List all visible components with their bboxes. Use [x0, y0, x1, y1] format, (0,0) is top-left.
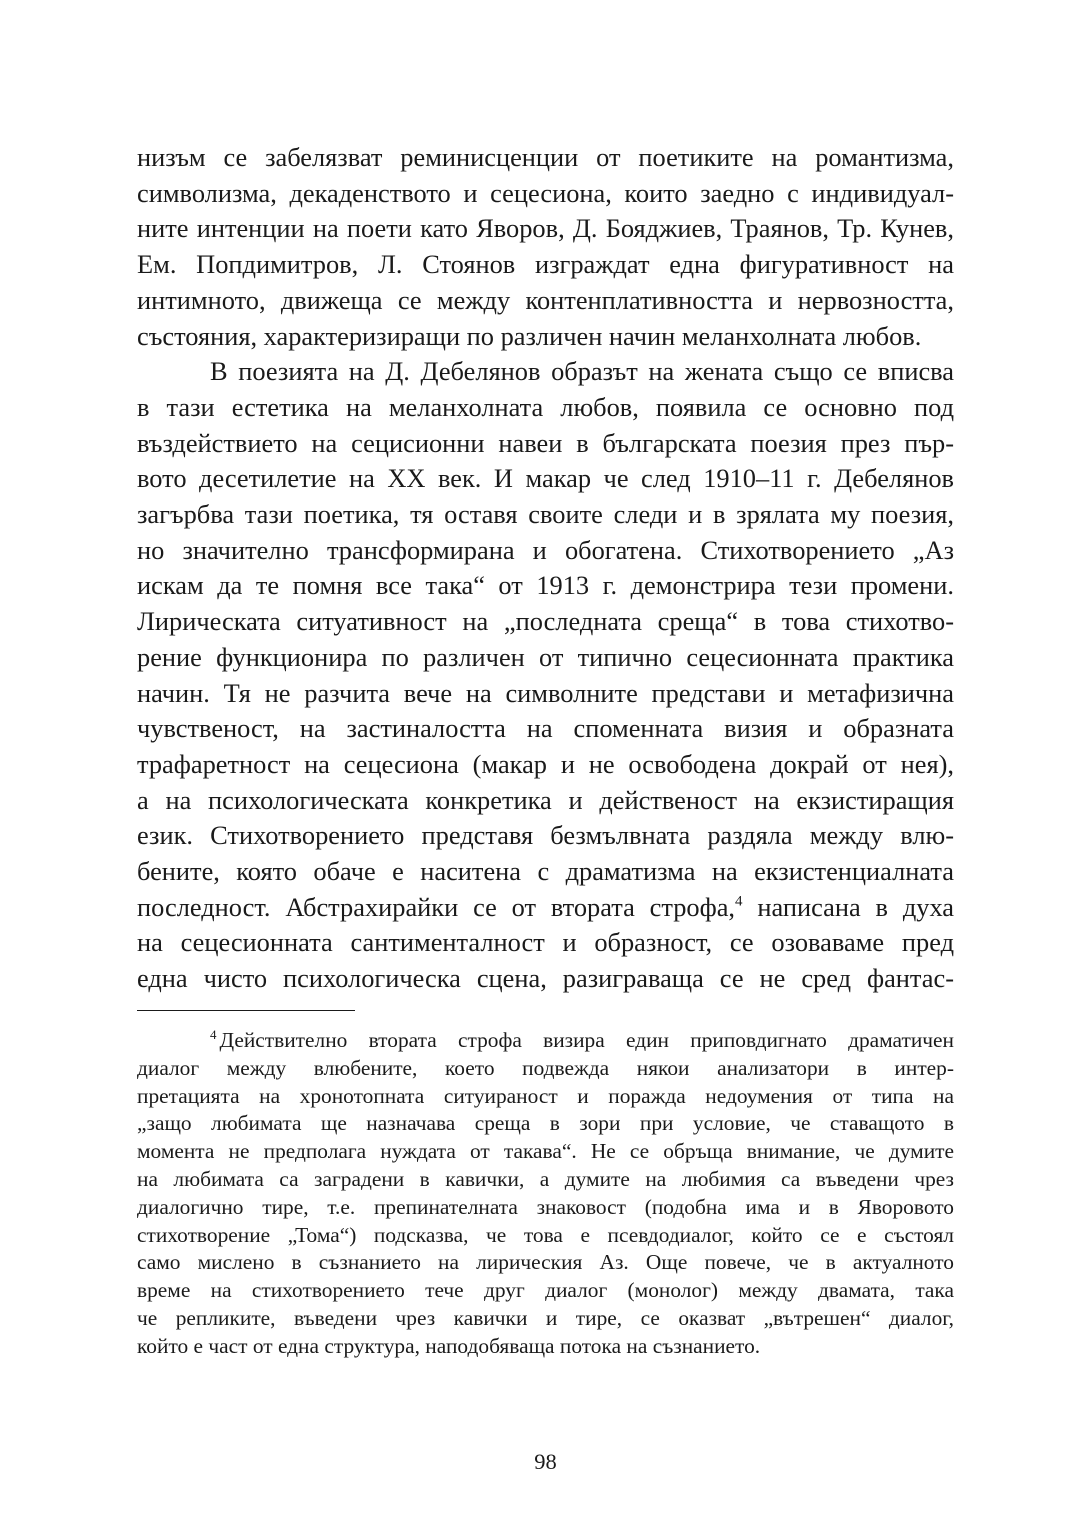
text-line: искам да те помня все така“ от 1913 г. демонстрира тези промени. — [137, 570, 954, 601]
text-line: трафаретност на сецесиона (макар и не освободена докрай от нея), — [137, 748, 954, 779]
page-number: 98 — [534, 1449, 557, 1474]
text-line: бените, която обаче е наситена с драматизма на екзистенциалната — [137, 856, 954, 887]
text-line: начин. Тя не разчита вече на символните представи и метафизична — [137, 677, 954, 708]
text-line: интимното, движеща се между контенплативността и нервозността, — [137, 284, 954, 315]
footnote-line: че репликите, въведени чрез кавички и тире, се оказват „вътрешен“ диалог, — [137, 1305, 954, 1330]
footnote-line — [137, 1027, 954, 1055]
footnote — [137, 1027, 954, 1361]
footnote-line: на любимата са заградени в кавички, а думите на любимия са въведени чрез — [137, 1166, 954, 1191]
text-line: въздействието на сецисионни навеи в българската поезия през пър- — [137, 427, 954, 458]
text-line: вото десетилетие на ХХ век. И макар че след 1910–11 г. Дебелянов — [137, 463, 954, 494]
text-line: загърбва тази поетика, тя оставя своите следи и в зрялата му поезия, — [137, 499, 954, 530]
text-line: В поезията на Д. Дебелянов образът на жената също се вписва — [210, 356, 954, 387]
paragraph-1 — [137, 140, 954, 354]
paragraph-2 — [137, 354, 954, 997]
footnote-line: диалог между влюбените, което подвежда някои анализатори в интер- — [137, 1055, 954, 1080]
text-line: състояния, характеризиращи по различен начин меланхолната любов. — [137, 320, 922, 351]
footnote-line: стихотворение „Тома“) подсказва, че това е псевдодиалог, който се е състоял — [137, 1222, 954, 1247]
text-line: символизма, декаденството и сецесиона, които заедно с индивидуал- — [137, 177, 954, 208]
footnote-line: само мислено в съзнанието на лирическия Аз. Още повече, че в актуалното — [137, 1250, 954, 1275]
footnote-line: диалогично тире, т.е. препинателната знаковост (подобна има и в Яворовото — [137, 1194, 954, 1219]
footnote-number: 4 — [210, 1026, 217, 1042]
text-line: Ем. Попдимитров, Л. Стоянов изграждат една фигуративност на — [137, 249, 954, 280]
text-line: в тази естетика на меланхолната любов, появила се основно под — [137, 391, 954, 422]
footnote-line: време на стихотворението тече друг диалог (монолог) между двамата, така — [137, 1278, 954, 1303]
text-line: ните интенции на поети като Яворов, Д. Бояджиев, Траянов, Тр. Кунев, — [137, 213, 954, 244]
footnote-line: „защо любимата ще назначава среща в зори при условие, че ставащото в — [137, 1111, 954, 1136]
footnote-line: който е част от една структура, наподобяваща потока на съзнанието. — [137, 1333, 761, 1358]
text-line: една чисто психологическа сцена, разиграваща се не сред фантас- — [137, 963, 954, 994]
text-line: език. Стихотворението представя безмълвната раздяла между влю- — [137, 820, 954, 851]
footnote-separator — [137, 1010, 355, 1011]
main-text — [137, 140, 954, 997]
footnote-text: Действително втората строфа визира един приповдигнато драматичен — [219, 1028, 954, 1052]
text-segment: последност. Абстрахирайки се от втората строфа, — [137, 891, 736, 922]
text-line-with-footnote-ref — [137, 890, 954, 926]
text-line: рение функционира по различен от типично сецесионната практика — [137, 641, 954, 672]
text-line: но значително трансформирана и обогатена. Стихотворението „Аз — [137, 534, 954, 565]
footnote-reference[interactable]: 4 — [735, 893, 743, 910]
text-line: на сецесионната сантименталност и образност, се озоваваме пред — [137, 927, 954, 958]
text-line: Лирическата ситуативност на „последната среща“ в това стихотво- — [137, 606, 954, 637]
footnote-line: претацията на хронотопната ситуираност и поражда недоумения от типа на — [137, 1083, 954, 1108]
text-line: а на психологическата конкретика и действеност на екзистиращия — [137, 784, 954, 815]
text-line: чувственост, на застиналостта на споменната визия и образната — [137, 713, 954, 744]
text-segment: написана в духа — [742, 891, 955, 922]
footnote-line: момента не предполага нуждата от такава“. Не се обръща внимание, че думите — [137, 1139, 954, 1164]
text-line: низъм се забелязват реминисценции от поетиките на романтизма, — [137, 142, 954, 172]
book-page — [137, 0, 954, 1530]
